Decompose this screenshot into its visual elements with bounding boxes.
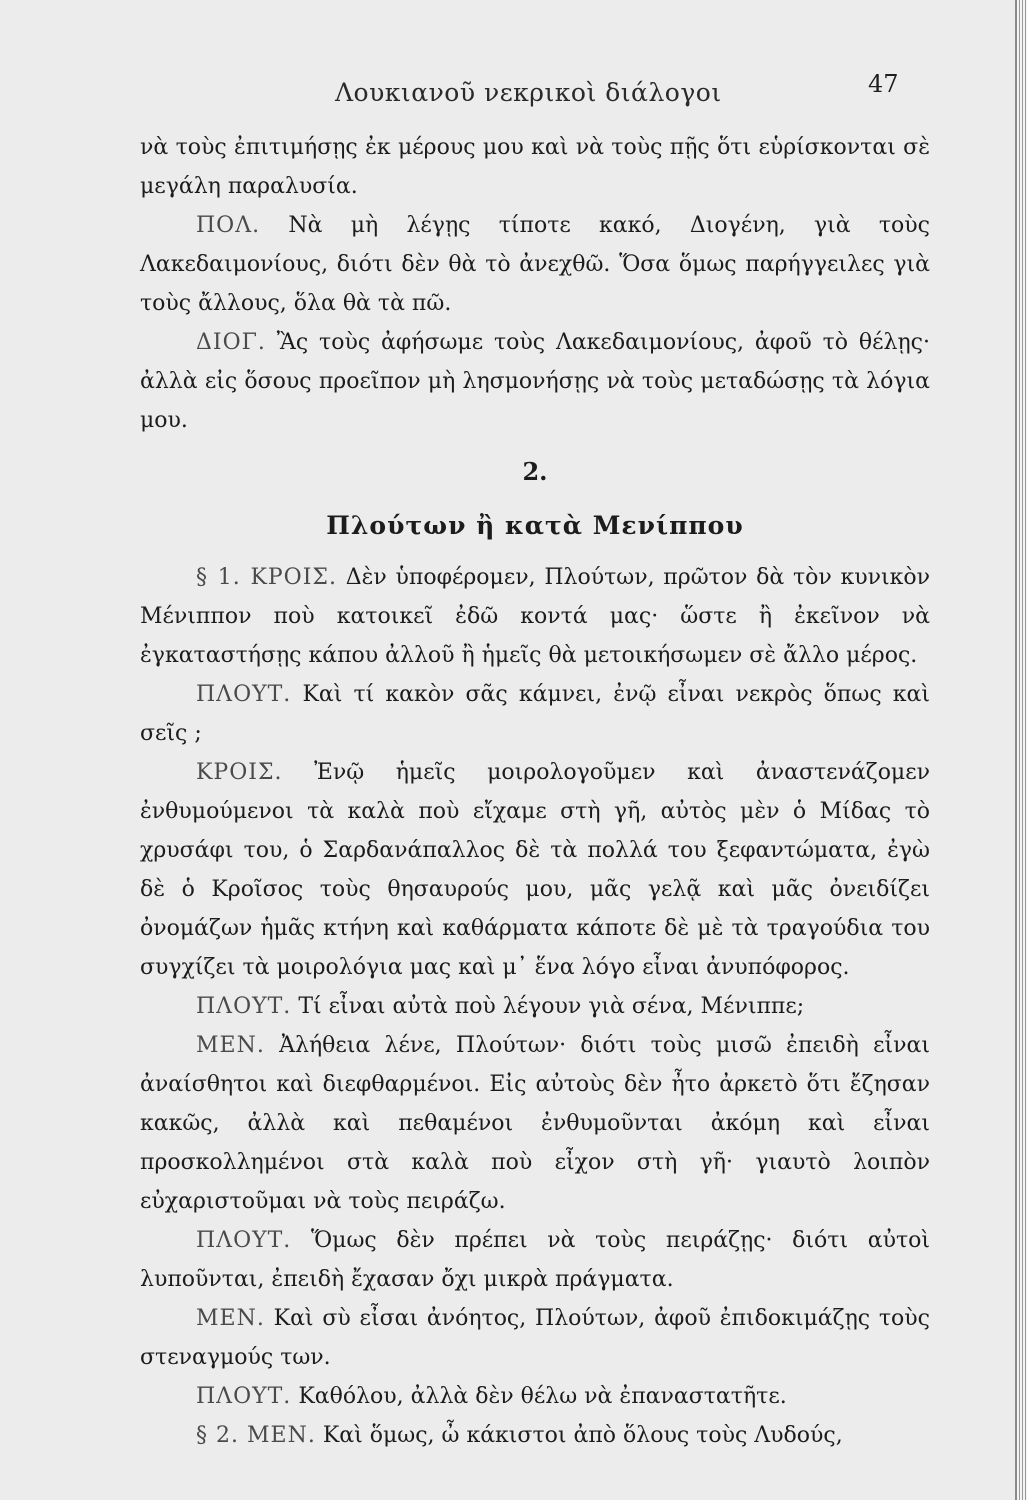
speaker-label: ΠΟΛ. bbox=[196, 213, 261, 238]
paragraph bbox=[140, 987, 930, 1026]
paragraph bbox=[140, 1221, 930, 1299]
paragraph bbox=[140, 323, 930, 440]
speaker-label: ΠΛΟΥΤ. bbox=[196, 994, 292, 1019]
speaker-label: ΠΛΟΥΤ. bbox=[196, 1228, 292, 1253]
speaker-label: ΜΕΝ. bbox=[196, 1033, 265, 1058]
page-header bbox=[0, 70, 1015, 110]
paragraph bbox=[140, 675, 930, 753]
speaker-label: ΚΡΟΙΣ. bbox=[196, 760, 283, 785]
page-number: 47 bbox=[868, 70, 899, 98]
speaker-label: ΔΙΟΓ. bbox=[196, 330, 266, 355]
speaker-label: ΠΛΟΥΤ. bbox=[196, 1384, 292, 1409]
paragraph-text: Καὶ τί κακὸν σᾶς κάμνει, ἐνῷ εἶναι νεκρὸς ὅπως καὶ σεῖς ; bbox=[140, 682, 930, 746]
paragraph-text: Ὅμως δὲν πρέπει νὰ τοὺς πειράζῃς· διότι αὐτοὶ λυποῦνται, ἐπειδὴ ἔχασαν ὄχι μικρὰ πράγματα. bbox=[140, 1228, 930, 1292]
speaker-label: § 1. ΚΡΟΙΣ. bbox=[196, 565, 337, 590]
dialogue-title: Πλούτων ἢ κατὰ Μενίππου bbox=[326, 511, 744, 540]
speaker-label: ΠΛΟΥΤ. bbox=[196, 682, 292, 707]
paragraph-text: Καὶ σὺ εἶσαι ἀνόητος, Πλούτων, ἀφοῦ ἐπιδοκιμάζῃς τοὺς στεναγμούς των. bbox=[140, 1306, 930, 1370]
page-edge bbox=[1017, 0, 1027, 1500]
paragraph bbox=[140, 558, 930, 675]
paragraph bbox=[140, 753, 930, 987]
paragraph-text: Ἀλήθεια λένε, Πλούτων· διότι τοὺς μισῶ ἐπειδὴ εἶναι ἀναίσθητοι καὶ διεφθαρμένοι. Εἰς αὐτοὺς δὲν ἦτο ἀρκετὸ ὅτι ἔζησαν κακῶς, ἀλλὰ καὶ πεθαμένοι ἐνθυμοῦνται ἀκόμη καὶ εἶναι προσκολλημένοι στὰ καλὰ ποὺ εἶχον στὴ γῆ· γιαυτὸ λοιπὸν εὐχαριστοῦμαι νὰ τοὺς πειράζω. bbox=[140, 1033, 930, 1214]
paragraph-text: Νὰ μὴ λέγῃς τίποτε κακό, Διογένη, γιὰ τοὺς Λακεδαιμονίους, διότι δὲν θὰ τὸ ἀνεχθῶ. Ὅσα ὅμως παρήγγειλες γιὰ τοὺς ἄλλους, ὅλα θὰ τὰ πῶ. bbox=[140, 213, 930, 316]
speaker-label: § 2. ΜΕΝ. bbox=[196, 1423, 316, 1448]
paragraph bbox=[140, 1299, 930, 1377]
running-title: Λουκιανοῦ νεκρικοὶ διάλογοι bbox=[335, 78, 722, 107]
paragraph-text: Τί εἶναι αὐτὰ ποὺ λέγουν γιὰ σένα, Μένιππε; bbox=[298, 994, 805, 1019]
paragraph-text: Δὲν ὑποφέρομεν, Πλούτων, πρῶτον δὰ τὸν κυνικὸν Μένιππον ποὺ κατοικεῖ ἐδῶ κοντά μας· ὥστε ἢ ἐκεῖνον νὰ ἐγκαταστήσῃς κάπου ἀλλοῦ ἢ ἡμεῖς θὰ μετοικήσωμεν σὲ ἄλλο μέρος. bbox=[140, 565, 930, 668]
paragraph-text: Ἐνῷ ἡμεῖς μοιρολογοῦμεν καὶ ἀναστενάζομεν ἐνθυμούμενοι τὰ καλὰ ποὺ εἴχαμε στὴ γῆ, αὐτὸς μὲν ὁ Μίδας τὸ χρυσάφι του, ὁ Σαρδανάπαλλος δὲ τὰ πολλά του ξεφαντώματα, ἐγὼ δὲ ὁ Κροῖσος τοὺς θησαυρούς μου, μᾶς γελᾷ καὶ μᾶς ὀνειδίζει ὀνομάζων ἡμᾶς κτήνη καὶ καθάρματα κάποτε δὲ μὲ τὰ τραγούδια του συγχίζει τὰ μοιρολόγια μας καὶ μ᾽ ἕνα λόγο εἶναι ἀνυπόφορος. bbox=[140, 760, 931, 980]
paragraph-text: Καὶ ὅμως, ὦ κάκιστοι ἀπὸ ὅλους τοὺς Λυδούς, bbox=[322, 1423, 843, 1448]
paragraph bbox=[140, 128, 930, 206]
paragraph-text: νὰ τοὺς ἐπιτιμήσῃς ἐκ μέρους μου καὶ νὰ τοὺς πῇς ὅτι εὑρίσκονται σὲ μεγάλη παραλυσία. bbox=[140, 135, 930, 199]
paragraph bbox=[140, 1416, 930, 1455]
section-number: 2. bbox=[522, 457, 548, 486]
paragraph bbox=[140, 206, 930, 323]
paragraph-text: Ἂς τοὺς ἀφήσωμε τοὺς Λακεδαιμονίους, ἀφοῦ τὸ θέλῃς· ἀλλὰ εἰς ὅσους προεῖπον μὴ λησμονήσῃς νὰ τοὺς μεταδώσῃς τὰ λόγια μου. bbox=[140, 330, 930, 433]
paragraph bbox=[140, 1377, 930, 1416]
paragraph bbox=[140, 1026, 930, 1221]
speaker-label: ΜΕΝ. bbox=[196, 1306, 265, 1331]
paragraph-text: Καθόλου, ἀλλὰ δὲν θέλω νὰ ἐπαναστατῆτε. bbox=[298, 1384, 787, 1409]
page-body bbox=[140, 128, 930, 1455]
